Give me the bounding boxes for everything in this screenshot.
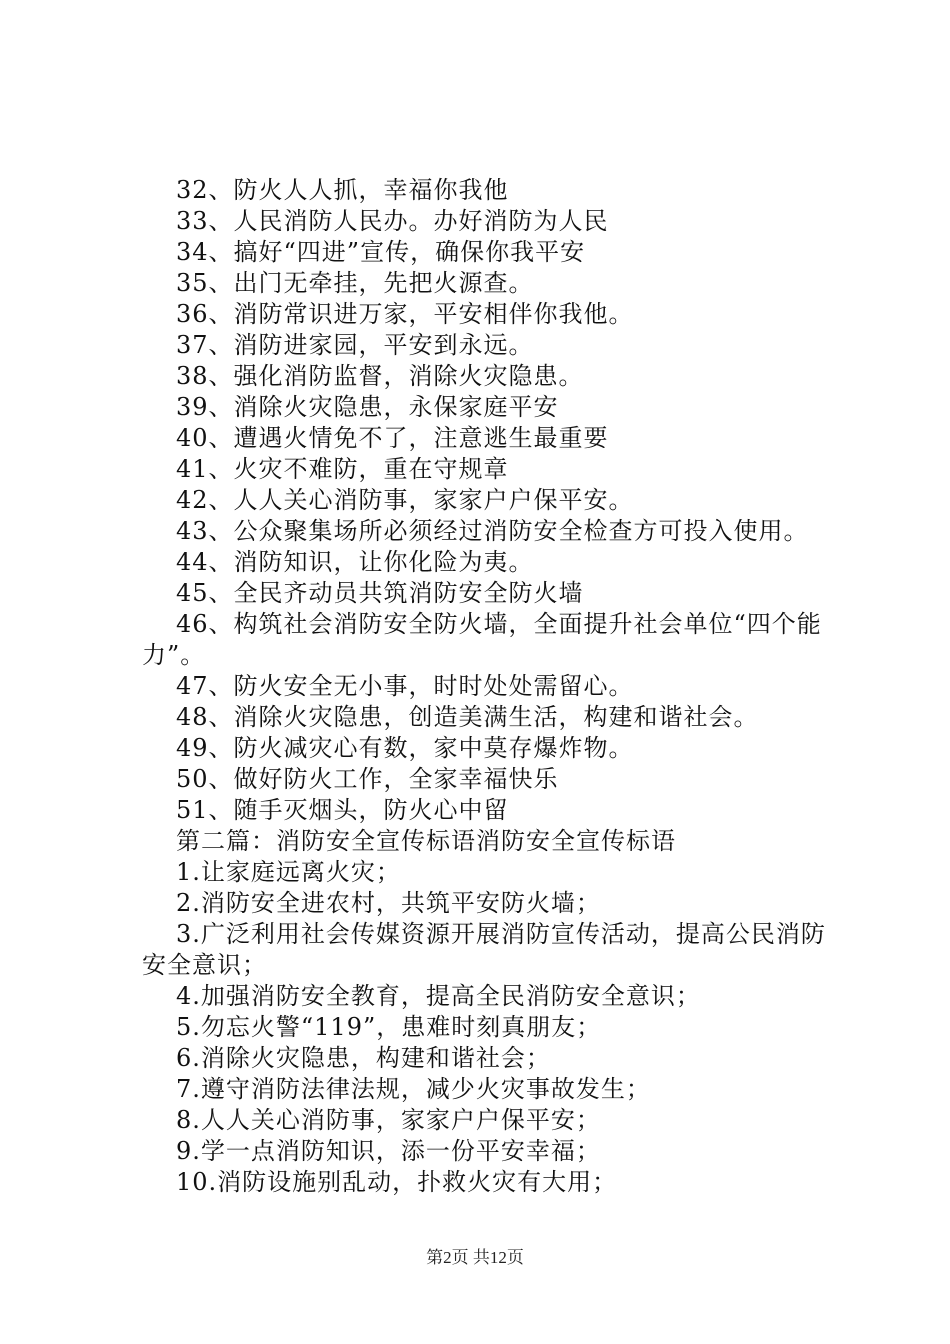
- page-footer: 第2页 共12页: [426, 1248, 524, 1267]
- list-item: 48、消除火灾隐患，创造美满生活，构建和谐社会。: [176, 703, 759, 731]
- section-heading: 第二篇：消防安全宣传标语消防安全宣传标语: [176, 827, 676, 855]
- list-item: 34、搞好“四进”宣传，确保你我平安: [176, 238, 586, 266]
- list-item: 35、出门无牵挂，先把火源查。: [176, 269, 534, 297]
- list-item: 37、消防进家园，平安到永远。: [176, 331, 534, 359]
- list-item: 45、全民齐动员共筑消防安全防火墙: [176, 579, 584, 607]
- list-item: 40、遭遇火情免不了，注意逃生最重要: [176, 424, 609, 452]
- list-item: 6.消除火灾隐患，构建和谐社会；: [176, 1044, 551, 1072]
- list-item: 4.加强消防安全教育，提高全民消防安全意识；: [176, 982, 701, 1010]
- list-item: 47、防火安全无小事，时时处处需留心。: [176, 672, 634, 700]
- list-item: 44、消防知识，让你化险为夷。: [176, 548, 534, 576]
- list-item: 1.让家庭远离火灾；: [176, 858, 401, 886]
- list-item: 9.学一点消防知识，添一份平安幸福；: [176, 1137, 601, 1165]
- list-item: 43、公众聚集场所必须经过消防安全检查方可投入使用。: [176, 517, 809, 545]
- list-item: 51、随手灭烟头，防火心中留: [176, 796, 509, 824]
- list-item: 50、做好防火工作，全家幸福快乐: [176, 765, 559, 793]
- list-item: 33、人民消防人民办。办好消防为人民: [176, 207, 609, 235]
- list-item: 2.消防安全进农村，共筑平安防火墙；: [176, 889, 601, 917]
- list-item: 10.消防设施别乱动，扑救火灾有大用；: [176, 1168, 618, 1196]
- list-item: 5.勿忘火警“119”，患难时刻真朋友；: [176, 1013, 602, 1041]
- list-item: 39、消除火灾隐患，永保家庭平安: [176, 393, 559, 421]
- list-item: 7.遵守消防法律法规，减少火灾事故发生；: [176, 1075, 651, 1103]
- paragraph: 3.广泛利用社会传媒资源开展消防宣传活动，提高公民消防安全意识；: [142, 920, 826, 979]
- document-body: [142, 175, 842, 1198]
- list-item: 8.人人关心消防事，家家户户保平安；: [176, 1106, 601, 1134]
- list-item: 36、消防常识进万家，平安相伴你我他。: [176, 300, 634, 328]
- list-item: 32、防火人人抓，幸福你我他: [176, 176, 509, 204]
- list-item: 49、防火减灾心有数，家中莫存爆炸物。: [176, 734, 634, 762]
- list-item: 38、强化消防监督，消除火灾隐患。: [176, 362, 584, 390]
- paragraph: 46、构筑社会消防安全防火墙，全面提升社会单位“四个能力”。: [142, 610, 822, 669]
- list-item: 42、人人关心消防事，家家户户保平安。: [176, 486, 634, 514]
- list-item: 41、火灾不难防，重在守规章: [176, 455, 509, 483]
